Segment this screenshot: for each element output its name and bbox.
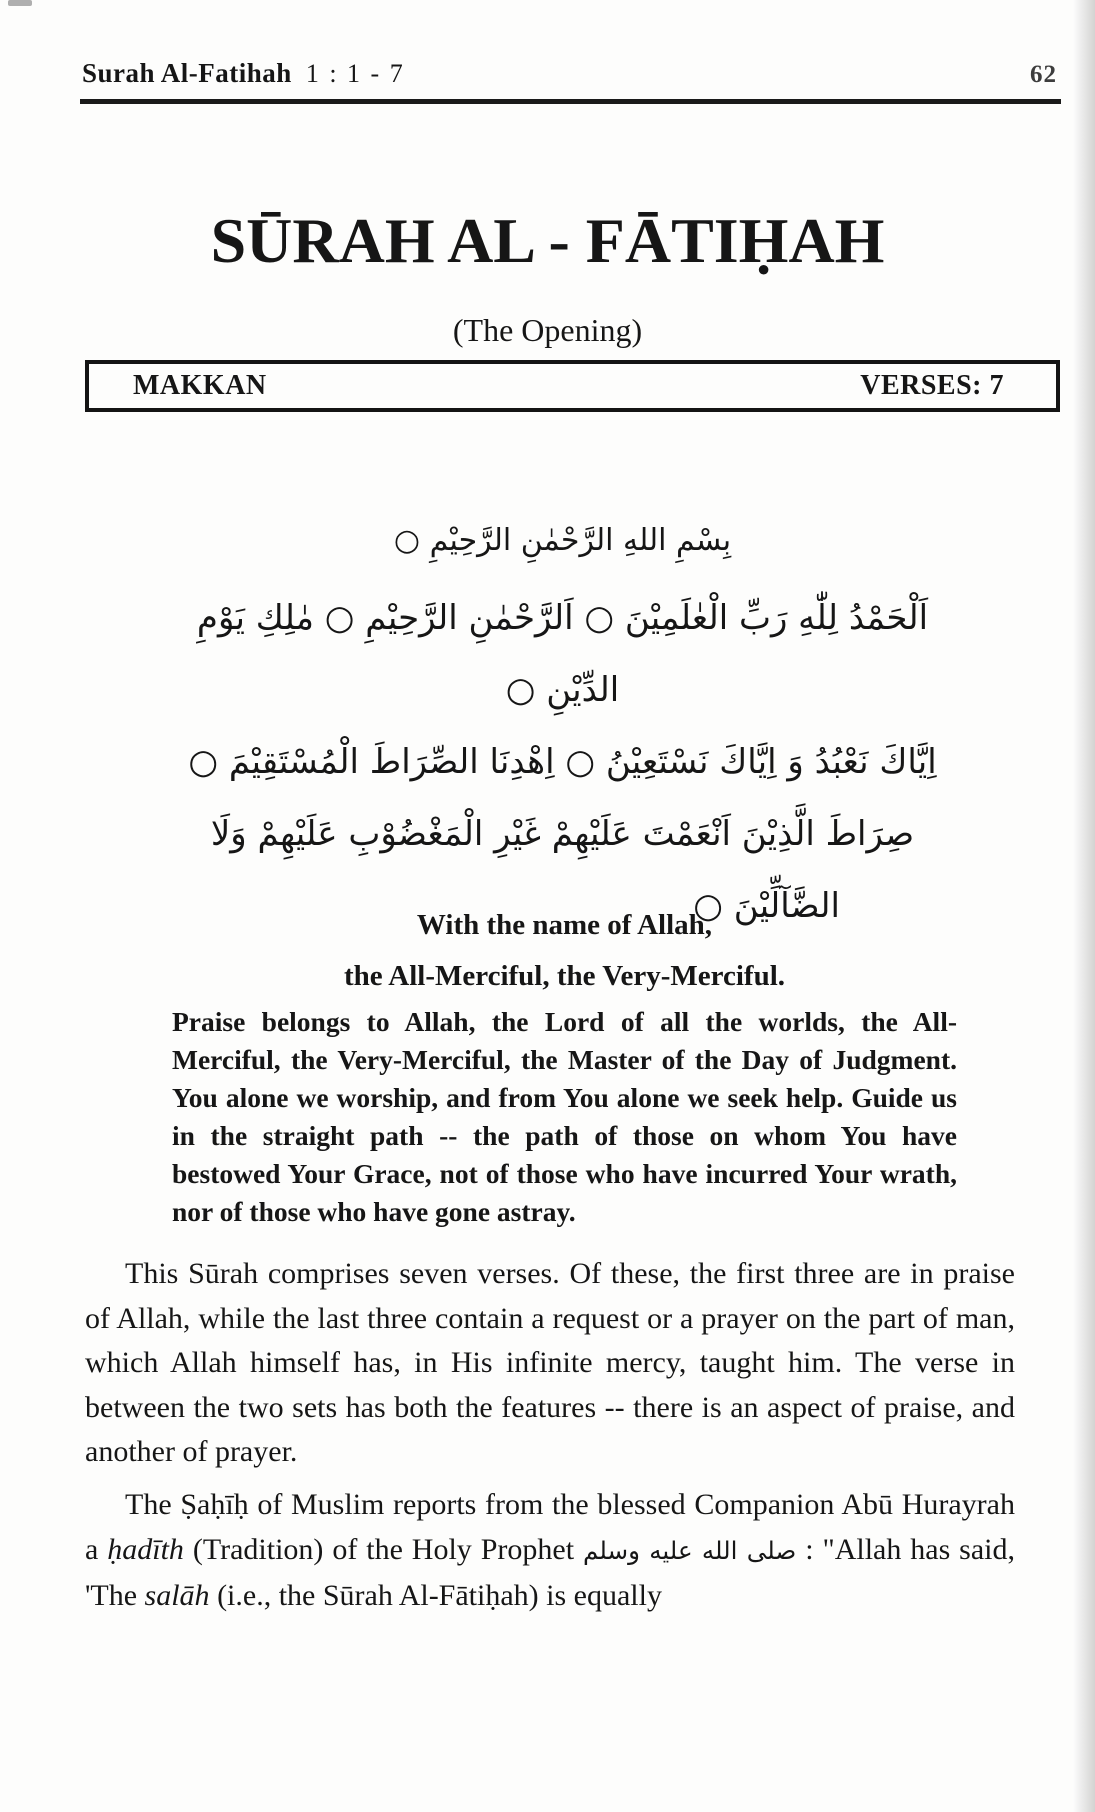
text-segment: salāh	[144, 1579, 210, 1612]
text-segment: (Tradition) of the Holy Prophet	[183, 1533, 583, 1566]
bismillah-line: بِسْمِ اللهِ الرَّحْمٰنِ الرَّحِيْمِ ○	[393, 523, 732, 558]
text-segment: ḥadīth	[107, 1533, 184, 1566]
running-header-verse-range: 1 : 1 - 7	[305, 59, 405, 88]
revelation-place-label: MAKKAN	[133, 370, 267, 401]
surah-title: SŪRAH AL - FĀTIḤAH	[210, 205, 885, 276]
translation-heading-line-2: the All-Merciful, the Very-Merciful.	[343, 960, 786, 992]
inline-arabic-salutation: صلى الله عليه وسلم	[582, 1536, 797, 1565]
text-segment: : "Allah has said, 'The	[85, 1533, 1016, 1612]
translation-heading	[172, 900, 957, 1002]
running-header	[82, 58, 1057, 89]
text-segment: The Ṣaḥīḥ of Muslim reports from the blessed Companion Abū Hurayrah a	[85, 1488, 1015, 1566]
translation-heading-line-1: With the name of Allah,	[416, 909, 713, 941]
translation-body: Praise belongs to Allah, the Lord of all the worlds, the All-Merciful, the Very-Merciful, the Master of the Day of Judgment. You alone we worship, and from You alone we seek help. Guide us in the straight path -- the path of those on whom You have bestowed Your Grace, not of those who have incurred Your wrath, nor of those who have gone astray.	[172, 1006, 957, 1227]
page-number: 62	[1030, 61, 1057, 88]
text-segment: (i.e., the Sūrah Al-Fātiḥah) is equally	[209, 1579, 662, 1612]
header-rule	[80, 99, 1061, 104]
verse-count-label: VERSES: 7	[860, 370, 1004, 401]
surah-info-box	[85, 360, 1060, 412]
running-header-title	[82, 58, 405, 89]
commentary-paragraph-1: This Sūrah comprises seven verses. Of these, the first three are in praise of Allah, while the last three contain a request or a prayer on the part of man, which Allah himself has, in His infinite mercy, taught him. The verse in between the two sets has both the features -- there is an aspect of praise, and another of prayer.	[85, 1257, 1015, 1468]
arabic-verse-line-2: اِيَّاكَ نَعْبُدُ وَ اِيَّاكَ نَسْتَعِيْنُ ○ اِهْدِنَا الصِّرَاطَ الْمُسْتَقِيْمَ ○	[188, 742, 937, 782]
running-header-surah-name: Surah Al-Fatihah	[82, 58, 292, 88]
arabic-verse-line-1: اَلْحَمْدُ لِلّٰهِ رَبِّ الْعٰلَمِيْنَ ○ اَلرَّحْمٰنِ الرَّحِيْمِ ○ مٰلِكِ يَوْمِ الدِّيْنِ ○	[196, 598, 929, 710]
surah-subtitle: (The Opening)	[452, 312, 643, 348]
arabic-verse-line-4: الضَّآلِّيْنَ ○	[693, 886, 840, 926]
arabic-verses-block	[170, 512, 955, 942]
commentary-paragraph-2	[85, 1482, 1015, 1618]
scan-smudge	[8, 0, 32, 6]
arabic-verse-line-3: صِرَاطَ الَّذِيْنَ اَنْعَمْتَ عَلَيْهِمْ غَيْرِ الْمَغْضُوْبِ عَلَيْهِمْ وَلَا	[210, 814, 915, 854]
